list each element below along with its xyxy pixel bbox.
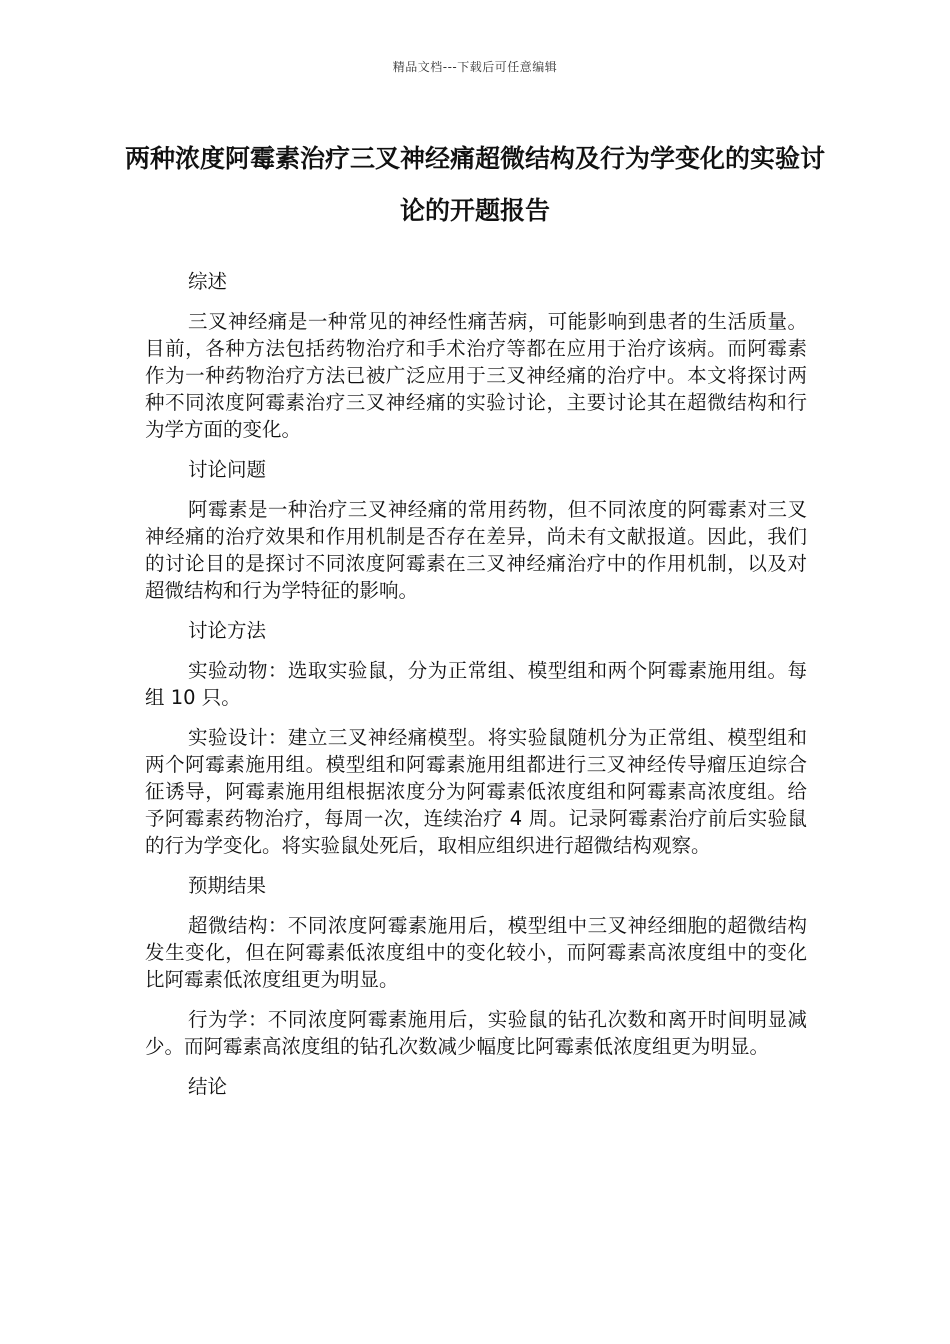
paragraph-overview: 三叉神经痛是一种常见的神经性痛苦病，可能影响到患者的生活质量。目前，各种方法包括药物治疗和手术治疗等都在应用于治疗该病。而阿霉素作为一种药物治疗方法已被广泛应用于三叉神经痛的治疗中。本文将探讨两种不同浓度阿霉素治疗三叉神经痛的实验讨论，主要讨论其在超微结构和行为学方面的变化。 xyxy=(145,310,807,441)
paragraph-methods-animals: 实验动物：选取实验鼠，分为正常组、模型组和两个阿霉素施用组。每组 10 只。 xyxy=(145,659,807,709)
document-title: 两种浓度阿霉素治疗三叉神经痛超微结构及行为学变化的实验讨论的开题报告 xyxy=(124,144,825,225)
section-heading-conclusion: 结论 xyxy=(188,1075,228,1098)
section-heading-methods: 讨论方法 xyxy=(188,619,267,642)
header-note: 精品文档---下载后可任意编辑 xyxy=(392,60,558,74)
paragraph-research-question: 阿霉素是一种治疗三叉神经痛的常用药物，但不同浓度的阿霉素对三叉神经痛的治疗效果和作用机制是否存在差异，尚未有文献报道。因此，我们的讨论目的是探讨不同浓度阿霉素在三叉神经痛治疗中的作用机制，以及对超微结构和行为学特征的影响。 xyxy=(145,498,807,602)
paragraph-results-behavior: 行为学：不同浓度阿霉素施用后，实验鼠的钻孔次数和离开时间明显减少。而阿霉素高浓度组的钻孔次数减少幅度比阿霉素低浓度组更为明显。 xyxy=(145,1008,807,1058)
document-body xyxy=(145,268,807,1113)
section-heading-expected-results: 预期结果 xyxy=(188,874,267,897)
paragraph-methods-design: 实验设计：建立三叉神经痛模型。将实验鼠随机分为正常组、模型组和两个阿霉素施用组。模型组和阿霉素施用组都进行三叉神经传导瘤压迫综合征诱导，阿霉素施用组根据浓度分为阿霉素低浓度组和阿霉素高浓度组。给予阿霉素药物治疗，每周一次，连续治疗 4 周。记录阿霉素治疗前后实验鼠的行为学变化。将实验鼠处死后，取相应组织进行超微结构观察。 xyxy=(145,726,807,857)
section-heading-overview: 综述 xyxy=(188,270,228,293)
section-heading-research-question: 讨论问题 xyxy=(188,458,267,481)
paragraph-results-ultrastructure: 超微结构：不同浓度阿霉素施用后，模型组中三叉神经细胞的超微结构发生变化，但在阿霉素低浓度组中的变化较小，而阿霉素高浓度组中的变化比阿霉素低浓度组更为明显。 xyxy=(145,914,807,991)
